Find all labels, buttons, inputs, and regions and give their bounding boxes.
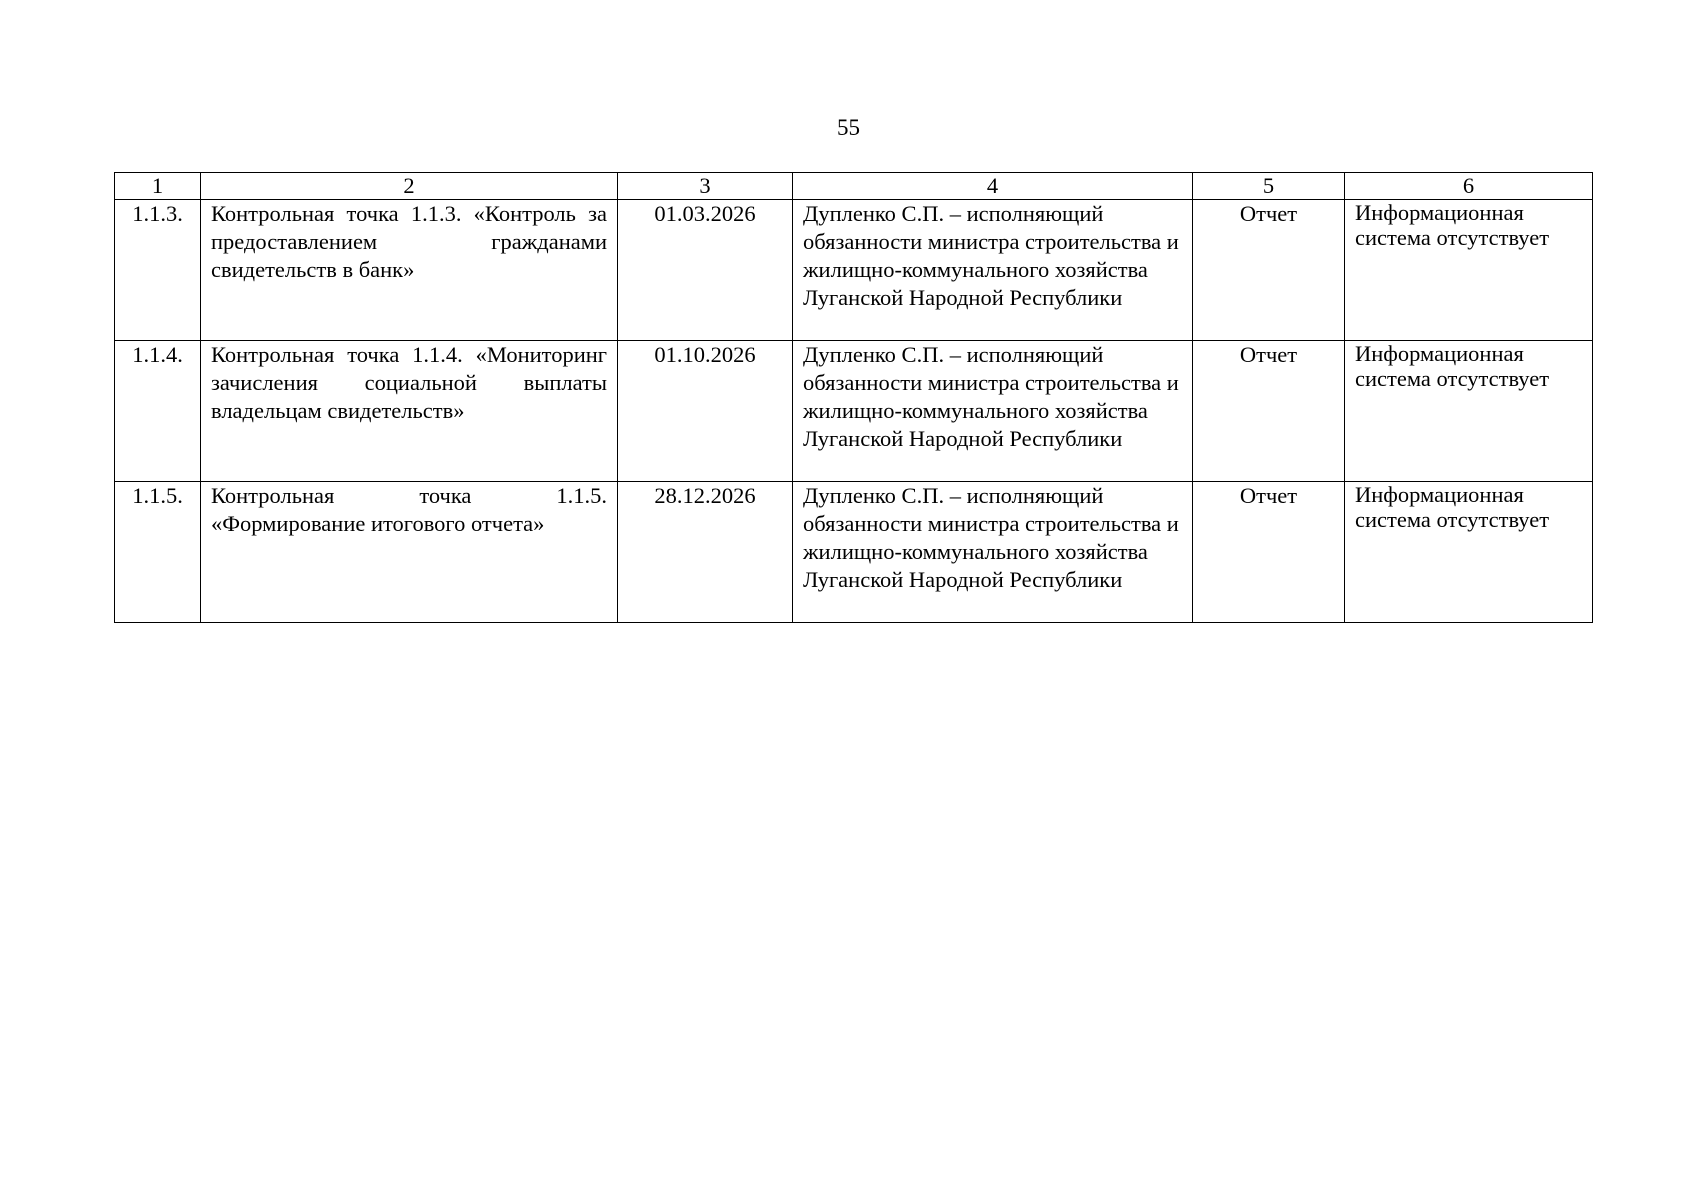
control-point-date: 28.12.2026 (618, 482, 793, 623)
responsible-person: Дупленко С.П. – исполняющий обязанности министра строительства и жилищно-коммунального хозяйства Луганской Народной Республики (793, 200, 1193, 341)
header-cell: 3 (618, 173, 793, 200)
row-number: 1.1.5. (115, 482, 201, 623)
row-number: 1.1.4. (115, 341, 201, 482)
table-row (115, 341, 1593, 482)
table-row (115, 200, 1593, 341)
header-cell: 1 (115, 173, 201, 200)
table-header-row (115, 173, 1593, 200)
confirming-document: Отчет (1193, 482, 1345, 623)
control-point-date: 01.03.2026 (618, 200, 793, 341)
information-system: Информационная система отсутствует (1345, 200, 1593, 341)
confirming-document: Отчет (1193, 341, 1345, 482)
control-point-name: Контрольная точка 1.1.4. «Мониторинг зачисления социальной выплаты владельцам свидетельств» (201, 341, 618, 482)
confirming-document: Отчет (1193, 200, 1345, 341)
information-system: Информационная система отсутствует (1345, 482, 1593, 623)
header-cell: 6 (1345, 173, 1593, 200)
responsible-person: Дупленко С.П. – исполняющий обязанности министра строительства и жилищно-коммунального хозяйства Луганской Народной Республики (793, 341, 1193, 482)
header-cell: 4 (793, 173, 1193, 200)
page-number: 55 (837, 115, 860, 140)
table-row (115, 482, 1593, 623)
control-point-date: 01.10.2026 (618, 341, 793, 482)
header-cell: 5 (1193, 173, 1345, 200)
control-points-table (114, 172, 1593, 623)
header-cell: 2 (201, 173, 618, 200)
control-point-name: Контрольная точка 1.1.3. «Контроль за предоставлением гражданами свидетельств в банк» (201, 200, 618, 341)
information-system: Информационная система отсутствует (1345, 341, 1593, 482)
row-number: 1.1.3. (115, 200, 201, 341)
responsible-person: Дупленко С.П. – исполняющий обязанности министра строительства и жилищно-коммунального хозяйства Луганской Народной Республики (793, 482, 1193, 623)
control-point-name: Контрольная точка 1.1.5. «Формирование итогового отчета» (201, 482, 618, 623)
